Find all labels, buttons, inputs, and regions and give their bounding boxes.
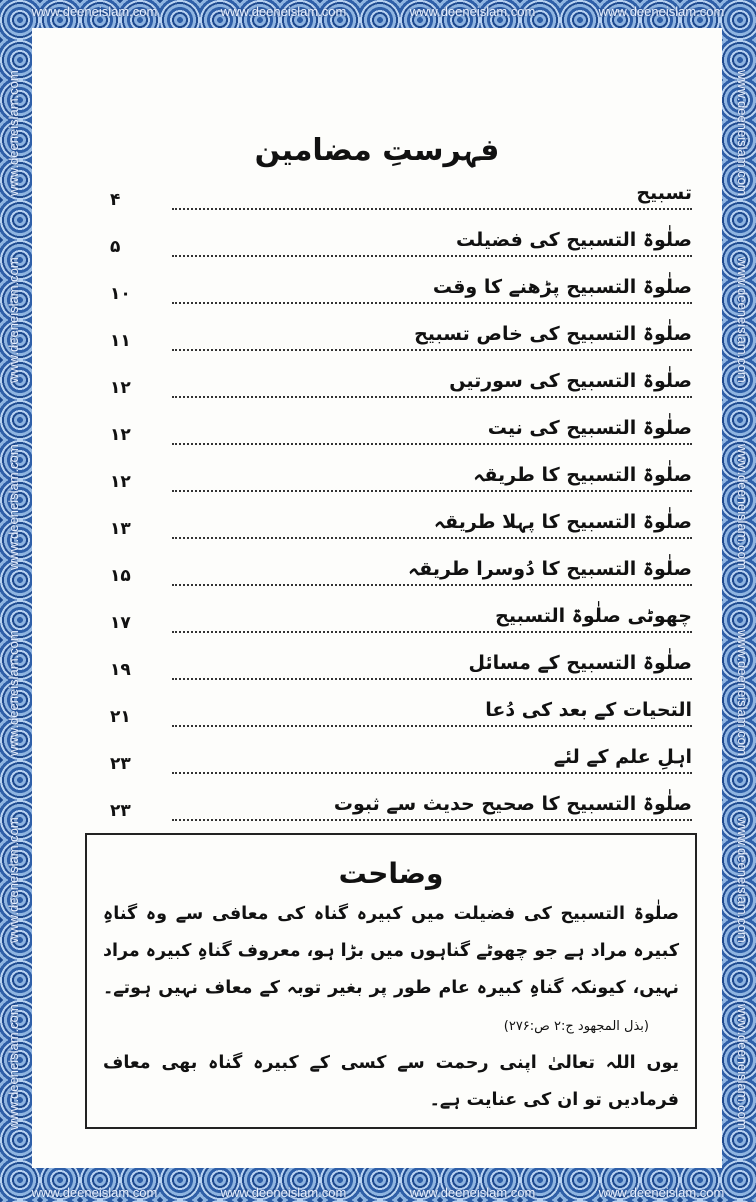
toc-entry[interactable]: [102, 366, 692, 413]
toc-entry[interactable]: [102, 648, 692, 695]
toc-entry-title: صلٰوۃ التسبیح پڑھنے کا وقت: [432, 276, 692, 298]
toc-entry-page: ۴: [110, 190, 121, 210]
toc-entry-title: صلٰوۃ التسبیح کی نیت: [487, 417, 692, 439]
leader-dots: [172, 490, 692, 492]
toc-title: فہرستِ مضامین: [254, 133, 500, 168]
book-page: [32, 28, 722, 1168]
toc-entry[interactable]: [102, 742, 692, 789]
toc-entry[interactable]: [102, 789, 692, 836]
leader-dots: [172, 725, 692, 727]
toc-entry-title: صلٰوۃ التسبیح کی فضیلت: [455, 229, 692, 251]
leader-dots: [172, 396, 692, 398]
toc-entry-title: صلٰوۃ التسبیح کی سورتیں: [449, 370, 692, 392]
toc-entry-title: صلٰوۃ التسبیح کی خاص تسبیح: [414, 323, 692, 345]
watermark-text: www.deeneislam.com: [735, 817, 750, 943]
watermark-text: www.deeneislam.com: [31, 1185, 158, 1200]
watermark-text: www.deeneislam.com: [6, 1003, 21, 1130]
toc-entry-page: ۲۱: [110, 707, 131, 727]
note-line: یوں اللہ تعالیٰ اپنی رحمت سے کسی کے کبیرہ گناہ بھی معاف فرمادیں تو ان کی عنایت ہے۔: [103, 1053, 679, 1110]
table-of-contents: [102, 178, 692, 836]
watermark-text: www.deeneislam.com: [735, 443, 750, 570]
watermark-bottom: [0, 1185, 756, 1200]
leader-dots: [172, 255, 692, 257]
toc-entry-page: ۱۲: [110, 472, 131, 492]
leader-dots: [172, 537, 692, 539]
toc-entry[interactable]: [102, 178, 692, 225]
watermark-text: www.deeneislam.com: [6, 257, 21, 383]
note-title: وضاحت: [338, 857, 444, 890]
watermark-text: www.deeneislam.com: [735, 1003, 750, 1130]
toc-entry-page: ۲۳: [110, 754, 131, 774]
watermark-text: www.deeneislam.com: [598, 4, 725, 19]
leader-dots: [172, 302, 692, 304]
toc-entry[interactable]: [102, 507, 692, 554]
toc-entry[interactable]: [102, 460, 692, 507]
toc-entry[interactable]: [102, 272, 692, 319]
leader-dots: [172, 631, 692, 633]
note-line: عام طور پر بغیر توبہ کے معاف نہیں ہوتے۔: [103, 978, 470, 998]
leader-dots: [172, 772, 692, 774]
toc-entry-title: صلٰوۃ التسبیح کا دُوسرا طریقہ: [408, 558, 692, 580]
toc-entry-page: ۱۹: [110, 660, 131, 680]
toc-entry-title: صلٰوۃ التسبیح کے مسائل: [468, 652, 692, 674]
toc-entry-page: ۱۱: [110, 331, 131, 351]
toc-entry[interactable]: [102, 695, 692, 742]
watermark-text: www.deeneislam.com: [409, 4, 536, 19]
note-citation: (بذل المجهود ج:۲ ص:۲۷۶): [503, 1019, 649, 1034]
leader-dots: [172, 584, 692, 586]
toc-entry-title: اہلِ علم کے لئے: [553, 746, 692, 768]
toc-entry[interactable]: [102, 554, 692, 601]
watermark-text: www.deeneislam.com: [6, 817, 21, 943]
note-line: صلٰوۃ التسبیح کی فضیلت میں کبیرہ گناہ کی معافی سے وہ گناہِ کبیرہ مراد ہے: [103, 904, 680, 961]
watermark-text: www.deeneislam.com: [735, 257, 750, 383]
toc-entry-title: صلٰوۃ التسبیح کا پہلا طریقہ: [433, 511, 692, 533]
toc-entry-page: ۱۷: [110, 613, 131, 633]
toc-entry[interactable]: [102, 319, 692, 366]
toc-entry[interactable]: [102, 601, 692, 648]
toc-entry-title: چھوٹی صلٰوۃ التسبیح: [495, 605, 692, 627]
toc-entry-page: ۵: [110, 237, 121, 257]
toc-entry-page: ۱۳: [110, 519, 131, 539]
toc-entry-title: صلٰوۃ التسبیح کا صحیح حدیث سے ثبوت: [333, 793, 692, 815]
leader-dots: [172, 443, 692, 445]
note-line: جو چھوٹے گناہوں میں بڑا ہو، معروف گناہِ کبیرہ مراد نہیں، کیونکہ گناہِ کبیرہ: [103, 941, 680, 998]
watermark-text: www.deeneislam.com: [6, 70, 21, 197]
watermark-text: www.deeneislam.com: [6, 443, 21, 570]
toc-entry-page: ۱۰: [110, 284, 131, 304]
leader-dots: [172, 349, 692, 351]
leader-dots: [172, 819, 692, 821]
toc-entry-title: التحیات کے بعد کی دُعا: [485, 699, 692, 721]
watermark-top: [0, 4, 756, 19]
note-box: [85, 833, 697, 1129]
toc-entry-page: ۱۲: [110, 425, 131, 445]
watermark-text: www.deeneislam.com: [220, 4, 347, 19]
leader-dots: [172, 678, 692, 680]
toc-entry[interactable]: [102, 225, 692, 272]
toc-entry[interactable]: [102, 413, 692, 460]
watermark-text: www.deeneislam.com: [220, 1185, 347, 1200]
leader-dots: [172, 208, 692, 210]
note-body: [103, 896, 679, 1119]
toc-entry-title: تسبیح: [636, 182, 692, 204]
toc-entry-page: ۲۳: [110, 801, 131, 821]
toc-entry-title: صلٰوۃ التسبیح کا طریقہ: [473, 464, 692, 486]
watermark-right: [735, 40, 750, 1160]
watermark-left: [6, 40, 21, 1160]
watermark-text: www.deeneislam.com: [409, 1185, 536, 1200]
toc-entry-page: ۱۲: [110, 378, 131, 398]
watermark-text: www.deeneislam.com: [735, 70, 750, 197]
watermark-text: www.deeneislam.com: [735, 630, 750, 757]
toc-entry-page: ۱۵: [110, 566, 131, 586]
watermark-text: www.deeneislam.com: [31, 4, 158, 19]
watermark-text: www.deeneislam.com: [6, 630, 21, 757]
watermark-text: www.deeneislam.com: [598, 1185, 725, 1200]
